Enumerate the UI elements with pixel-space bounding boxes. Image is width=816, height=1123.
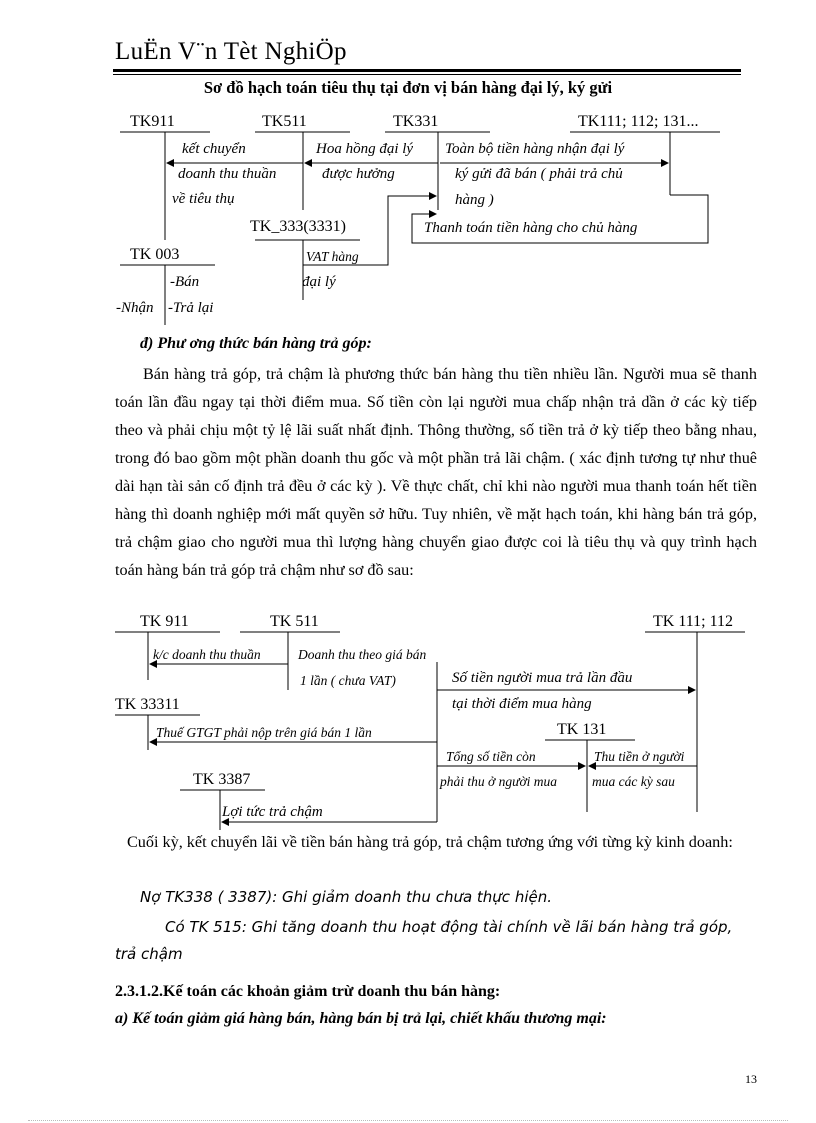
d1-label: kết chuyển — [182, 141, 246, 157]
d2-label: k/c doanh thu thuần — [153, 647, 261, 662]
d2-label: Thu tiền ở người — [594, 749, 685, 764]
d1-label: -Trả lại — [168, 300, 214, 316]
account-tk911: TK911 — [130, 113, 175, 130]
d1-label: về tiêu thụ — [172, 191, 235, 207]
d1-label: Thanh toán tiền hàng cho chủ hàng — [424, 220, 638, 236]
d1-label: Toàn bộ tiền hàng nhận đại lý — [445, 141, 625, 157]
d1-label: -Bán — [170, 274, 200, 290]
section-2312-heading: 2.3.1.2.Kế toán các khoản giảm trừ doanh thu bán hàng: — [115, 983, 501, 1000]
account-tk111-2: TK 111; 112 — [653, 613, 733, 630]
d2-label: tại thời điểm mua hàng — [452, 696, 592, 712]
d2-label: 1 lần ( chưa VAT) — [300, 673, 396, 688]
account-tk003: TK 003 — [130, 246, 180, 263]
page-number: 13 — [745, 1072, 757, 1086]
account-tk111: TK111; 112; 131... — [578, 113, 699, 130]
d2-label: Thuế GTGT phải nộp trên giá bán 1 lần — [156, 725, 372, 740]
d1-label: -Nhận — [116, 300, 154, 316]
d1-label: VAT hàng — [306, 249, 359, 264]
d2-label: phải thu ở người mua — [440, 774, 558, 789]
entry-debit: Nợ TK338 ( 3387): Ghi giảm doanh thu chưa thực hiện. — [140, 888, 553, 906]
section-d-paragraph: Bán hàng trả góp, trả chậm là phương thức bán hàng thu tiền nhiều lần. Người mua sẽ thanh toán lần đầu ngay tại thời điểm mua. Số tiền còn lại người mua chấp nhận trả dần ở các kỳ tiếp theo và phải chịu một tỷ lệ lãi suất nhất định. Thông thường, số tiền trả ở kỳ tiếp theo bằng nhau, trong đó bao gồm một phần doanh thu gốc và một phần trả lãi chậm. ( xác định tương tự như thuê dài hạn tài sản cố định trả đều ở các kỳ ). Về thực chất, chỉ khi nào người mua thanh toán hết tiền hàng thì doanh nghiệp mới mất quyền sở hữu. Tuy nhiên, về mặt hạch toán, khi hàng bán trả góp, trả chậm giao cho người mua thì lượng hàng chuyển giao được coi là tiêu thụ và quy trình hạch toán hàng bán trả góp trả chậm như sơ đồ sau: — [115, 365, 757, 579]
section-2312-subheading: a) Kế toán giảm giá hàng bán, hàng bán bị trả lại, chiết khấu thương mại: — [115, 1010, 607, 1027]
account-tk331: TK331 — [393, 113, 439, 130]
account-tk131: TK 131 — [557, 721, 607, 738]
d1-label: hàng ) — [455, 192, 494, 208]
d2-label: Tổng số tiền còn — [446, 749, 536, 764]
section-d-heading: đ) Phư ơng thức bán hàng trả góp: — [140, 335, 372, 352]
closing-paragraph: Cuối kỳ, kết chuyển lãi về tiền bán hàng trả góp, trả chậm tương ứng với từng kỳ kinh doanh: — [127, 833, 733, 851]
account-tk333: TK_333(3331) — [250, 218, 346, 235]
d2-label: Doanh thu theo giá bán — [298, 647, 427, 662]
account-tk911-2: TK 911 — [140, 613, 189, 630]
d1-label: được hưởng — [322, 166, 395, 182]
entry-credit: Có TK 515: Ghi tăng doanh thu hoạt động tài chính về lãi bán hàng trả góp, trả chậm — [115, 918, 733, 963]
running-header: LuËn V¨n Tèt NghiÖp — [115, 38, 347, 65]
diagram1-title: Sơ đồ hạch toán tiêu thụ tại đơn vị bán hàng đại lý, ký gửi — [203, 78, 613, 97]
d1-label: ký gửi đã bán ( phải trả chủ — [455, 166, 623, 182]
account-tk3387: TK 3387 — [193, 771, 251, 788]
d2-label: mua các kỳ sau — [592, 774, 675, 789]
d1-label: đại lý — [302, 274, 336, 290]
d2-label: Số tiền người mua trả lần đầu — [452, 670, 633, 686]
account-tk33311: TK 33311 — [115, 696, 180, 713]
d1-label: doanh thu thuần — [178, 166, 277, 182]
d1-label: Hoa hồng đại lý — [316, 141, 414, 157]
d2-label: Lợi tức trả chậm — [222, 804, 323, 820]
footer-dotted-line — [28, 1120, 788, 1121]
account-tk511-2: TK 511 — [270, 613, 319, 630]
account-tk511: TK511 — [262, 113, 307, 130]
